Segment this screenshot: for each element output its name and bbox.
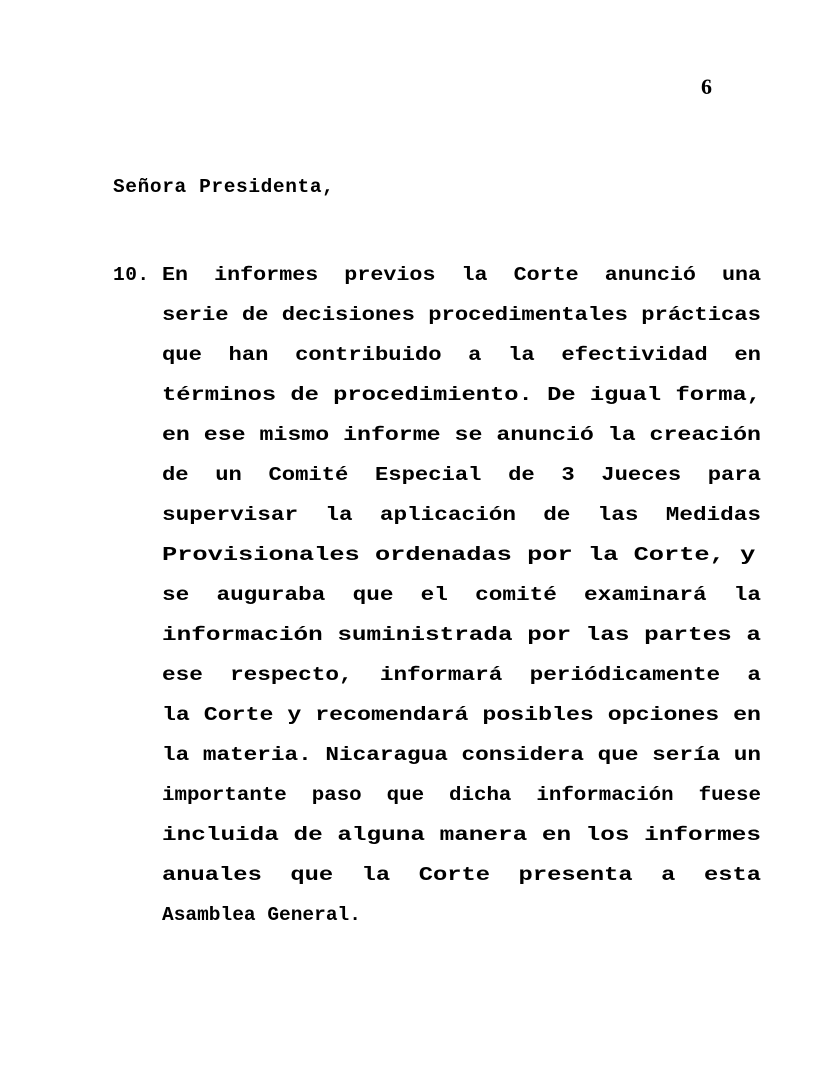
paragraph-line bbox=[113, 655, 762, 695]
paragraph-line bbox=[113, 455, 762, 495]
paragraph-line bbox=[113, 255, 762, 295]
paragraph-line-text bbox=[162, 695, 761, 735]
paragraph-line bbox=[113, 335, 762, 375]
paragraph-line bbox=[113, 775, 762, 815]
paragraph-line-glyphs: en ese mismo informe se anunció la creación bbox=[162, 424, 761, 446]
paragraph-line-text bbox=[162, 295, 761, 335]
paragraph-line-text bbox=[162, 375, 761, 415]
paragraph-line-text bbox=[162, 615, 761, 655]
paragraph-line-text bbox=[162, 575, 761, 615]
paragraph-line-glyphs: importante paso que dicha información fuese bbox=[162, 784, 762, 806]
page-number: 6 bbox=[701, 74, 712, 99]
paragraph-line bbox=[113, 615, 762, 655]
paragraph-line-text bbox=[162, 775, 761, 815]
paragraph-line-glyphs: que han contribuido a la efectividad en bbox=[162, 344, 762, 366]
paragraph-line-glyphs: ese respecto, informará periódicamente a bbox=[162, 664, 762, 686]
paragraph-line-text bbox=[162, 655, 761, 695]
paragraph-line-glyphs: serie de decisiones procedimentales prácticas bbox=[162, 304, 762, 326]
paragraph-line bbox=[113, 535, 756, 575]
paragraph-line-glyphs: En informes previos la Corte anunció una bbox=[162, 264, 762, 286]
paragraph-line-glyphs: se auguraba que el comité examinará la bbox=[162, 584, 762, 606]
paragraph-line bbox=[113, 855, 762, 895]
paragraph-line-text bbox=[162, 335, 761, 375]
paragraph-line bbox=[113, 575, 762, 615]
paragraph-line-text bbox=[162, 855, 761, 895]
paragraph-line bbox=[113, 735, 762, 775]
paragraph-number-marker: 10. bbox=[113, 264, 150, 286]
paragraph-line-text bbox=[162, 455, 761, 495]
paragraph-line bbox=[113, 375, 762, 415]
salutation-heading: Señora Presidenta, bbox=[113, 176, 335, 198]
paragraph-line-glyphs: términos de procedimiento. De igual forma, bbox=[162, 384, 762, 406]
paragraph-line bbox=[113, 695, 761, 735]
paragraph-line-glyphs: información suministrada por las partes a bbox=[162, 624, 762, 646]
paragraph-line-text bbox=[162, 255, 761, 295]
numbered-paragraph bbox=[113, 255, 762, 935]
paragraph-line bbox=[113, 295, 762, 335]
paragraph-line-glyphs: anuales que la Corte presenta a esta bbox=[162, 864, 762, 886]
paragraph-line-glyphs: la materia. Nicaragua considera que sería un bbox=[162, 744, 762, 766]
paragraph-line-text bbox=[162, 895, 761, 935]
paragraph-line-text bbox=[162, 815, 761, 855]
paragraph-line-glyphs: de un Comité Especial de 3 Jueces para bbox=[162, 464, 762, 486]
paragraph-line-text bbox=[162, 535, 761, 575]
paragraph-line-text bbox=[162, 495, 761, 535]
paragraph-line-glyphs: la Corte y recomendará posibles opciones en bbox=[162, 704, 761, 726]
paragraph-body bbox=[113, 255, 762, 935]
paragraph-line-glyphs: incluida de alguna manera en los informes bbox=[162, 824, 762, 846]
paragraph-line bbox=[113, 415, 761, 455]
paragraph-line-glyphs: Asamblea General. bbox=[162, 904, 361, 926]
paragraph-line-text bbox=[162, 735, 761, 775]
paragraph-line-text bbox=[162, 415, 761, 455]
paragraph-line bbox=[113, 815, 762, 855]
paragraph-line bbox=[113, 895, 713, 935]
paragraph-line bbox=[113, 495, 762, 535]
paragraph-line-glyphs: supervisar la aplicación de las Medidas bbox=[162, 504, 762, 526]
paragraph-line-glyphs: Provisionales ordenadas por la Corte, y bbox=[162, 544, 756, 566]
